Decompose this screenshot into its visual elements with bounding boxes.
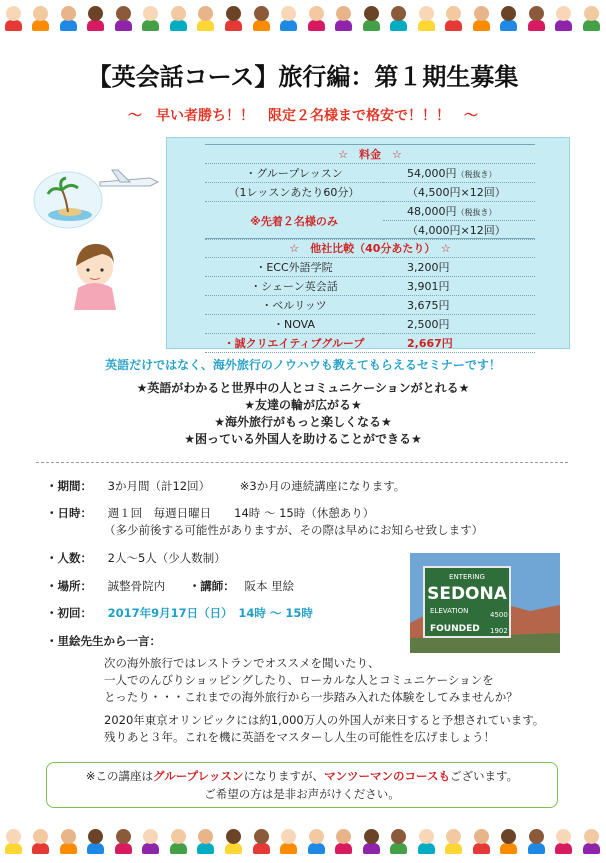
- kid-figure: [279, 6, 299, 32]
- kid-figure: [86, 6, 106, 32]
- place-row: [46, 578, 294, 594]
- kid-figure: [362, 6, 382, 32]
- sign-city: SEDONA: [427, 584, 507, 604]
- group-lesson-price: 54,000円: [407, 167, 457, 180]
- kid-figure: [499, 829, 519, 855]
- group-lesson-duration: （1レッスンあたり60分）: [205, 183, 383, 202]
- kid-figure: [4, 6, 24, 32]
- tax-label: （税抜き）: [456, 170, 497, 179]
- early-bird-label: ※先着２名様のみ: [205, 202, 383, 240]
- people-key: ・人数：: [46, 551, 92, 565]
- early-bird-price: 48,000円: [407, 205, 457, 218]
- kid-figure: [141, 6, 161, 32]
- kid-figure: [444, 829, 464, 855]
- kid-figure: [499, 6, 519, 32]
- kid-figure: [307, 6, 327, 32]
- benefit-item: ★海外旅行がもっと楽しくなる★: [214, 415, 392, 429]
- divider: [36, 462, 568, 463]
- price-box: [166, 137, 570, 349]
- benefit-item: ★英語がわかると世界中の人とコミュニケーションがとれる★: [136, 381, 470, 395]
- sign-entering: ENTERING: [449, 573, 485, 581]
- first-value: 2017年9月17日（日） 14時 ～ 15時: [107, 606, 313, 620]
- kid-figure: [4, 829, 24, 855]
- period-row: [46, 478, 405, 494]
- first-key: ・初回：: [46, 606, 92, 620]
- notice-pre: ※この講座は: [85, 769, 154, 783]
- kid-figure: [472, 829, 492, 855]
- compare-price-own: 2,667円: [383, 334, 535, 353]
- kid-figure: [554, 6, 574, 32]
- place-key: ・場所：: [46, 579, 92, 593]
- notice-post: ございます。: [450, 769, 519, 783]
- time-value: 週１回 毎週日曜日 14時 ～ 15時（休憩あり）: [107, 506, 375, 520]
- compare-name: ・ECC外語学院: [205, 258, 383, 277]
- kid-figure: [141, 829, 161, 855]
- kid-figure: [417, 829, 437, 855]
- compare-name: ・NOVA: [205, 315, 383, 334]
- kid-figure: [279, 829, 299, 855]
- kid-figure: [86, 829, 106, 855]
- message-key: ・里絵先生から一言：: [46, 634, 161, 648]
- kid-figure: [224, 829, 244, 855]
- kid-figure: [114, 6, 134, 32]
- kid-figure: [472, 6, 492, 32]
- kid-figure: [389, 829, 409, 855]
- kid-figure: [196, 829, 216, 855]
- kid-figure: [169, 6, 189, 32]
- compare-price: 3,200円: [383, 258, 535, 277]
- early-bird-detail: （4,000円×12回）: [383, 221, 535, 240]
- kid-figure: [334, 829, 354, 855]
- teacher-key: ・講師：: [188, 579, 235, 593]
- kid-figure: [224, 6, 244, 32]
- compare-name: ・シェーン英会話: [205, 277, 383, 296]
- compare-price: 2,500円: [383, 315, 535, 334]
- message-line: 2020年東京オリンピックには約1,000万人の外国人が来日すると予想されています。: [104, 713, 545, 727]
- kid-figure: [389, 6, 409, 32]
- travel-illustration: [30, 160, 165, 310]
- tax-label: （税抜き）: [456, 208, 497, 217]
- sign-founded-label: FOUNDED: [430, 624, 480, 634]
- kid-figure: [527, 6, 547, 32]
- message-block: [104, 655, 574, 746]
- time-note: （多少前後する可能性がありますが、その際は早めにお知らせ致します）: [104, 523, 484, 537]
- page-subtitle: ～ 早い者勝ち！！ 限定２名様まで格安で！！！ ～: [128, 108, 478, 124]
- message-line: 残りあと３年。これを機に英語をマスターし人生の可能性を広げましょう！: [104, 730, 495, 744]
- sedona-sign-photo: [410, 553, 560, 653]
- compare-price: 3,901円: [383, 277, 535, 296]
- compare-price: 3,675円: [383, 296, 535, 315]
- compare-table: [205, 238, 535, 353]
- sign-elevation: 4500: [490, 611, 508, 619]
- kid-figure: [334, 6, 354, 32]
- price-header: ☆ 料金 ☆: [205, 145, 535, 164]
- first-row: [46, 605, 313, 621]
- price-table: [205, 144, 535, 240]
- kid-figure: [444, 6, 464, 32]
- notice-group: グループレッスン: [153, 769, 244, 783]
- compare-name: ・ベルリッツ: [205, 296, 383, 315]
- kid-figure: [527, 829, 547, 855]
- kid-figure: [59, 829, 79, 855]
- time-row: [46, 505, 374, 521]
- sign-elevation-label: ELEVATION: [430, 607, 469, 615]
- compare-header: ☆ 他社比較（40分あたり） ☆: [205, 239, 535, 258]
- people-row: [46, 550, 226, 566]
- notice-box: [46, 762, 558, 808]
- sign-founded: 1902: [490, 627, 508, 635]
- place-value: 誠整骨院内: [107, 579, 166, 593]
- notice-m2m: マンツーマンのコースも: [324, 769, 450, 783]
- lead-text: 英語だけではなく、海外旅行のノウハウも教えてもらえるセミナーです！: [105, 358, 501, 372]
- benefit-item: ★困っている外国人を助けることができる★: [184, 432, 422, 446]
- message-line: 次の海外旅行ではレストランでオススメを聞いたり、: [104, 656, 380, 670]
- kid-figure: [31, 829, 51, 855]
- kid-figure: [31, 6, 51, 32]
- kid-figure: [362, 829, 382, 855]
- kid-figure: [114, 829, 134, 855]
- notice-mid: になりますが、: [243, 769, 325, 783]
- page-title: 【英会話コース】旅行編：第１期生募集: [87, 63, 519, 91]
- message-line: とったり・・・これまでの海外旅行から一歩踏み入れた体験をしてみませんか？: [104, 690, 518, 704]
- group-lesson-label: ・グループレッスン: [205, 164, 383, 183]
- kid-figure: [252, 6, 272, 32]
- period-note: ※3か月の連続講座になります。: [239, 479, 406, 493]
- kid-figure: [554, 829, 574, 855]
- kid-figure: [196, 6, 216, 32]
- group-lesson-detail: （4,500円×12回）: [383, 183, 535, 202]
- teacher-value: 阪本 里絵: [244, 579, 295, 593]
- time-key: ・日時：: [46, 506, 92, 520]
- kids-border-top: [0, 4, 606, 34]
- benefits-list: [0, 380, 606, 448]
- kids-border-bottom: [0, 827, 606, 857]
- kid-figure: [417, 6, 437, 32]
- message-line: 一人でのんびりショッピングしたり、ローカルな人とコミュニケーションを: [104, 673, 494, 687]
- notice-line-2: ご希望の方は是非お声がけください。: [204, 787, 400, 801]
- kid-figure: [307, 829, 327, 855]
- people-value: 2人～5人（少人数制）: [107, 551, 226, 565]
- kid-figure: [582, 829, 602, 855]
- kid-figure: [582, 6, 602, 32]
- kid-figure: [59, 6, 79, 32]
- period-key: ・期間：: [46, 479, 92, 493]
- benefit-item: ★友達の輪が広がる★: [244, 398, 362, 412]
- notice-line-1: [47, 767, 557, 785]
- kid-figure: [252, 829, 272, 855]
- period-value: 3か月間（計12回）: [107, 479, 211, 493]
- kid-figure: [169, 829, 189, 855]
- compare-name-own: ・誠クリエイティブグループ: [205, 334, 383, 353]
